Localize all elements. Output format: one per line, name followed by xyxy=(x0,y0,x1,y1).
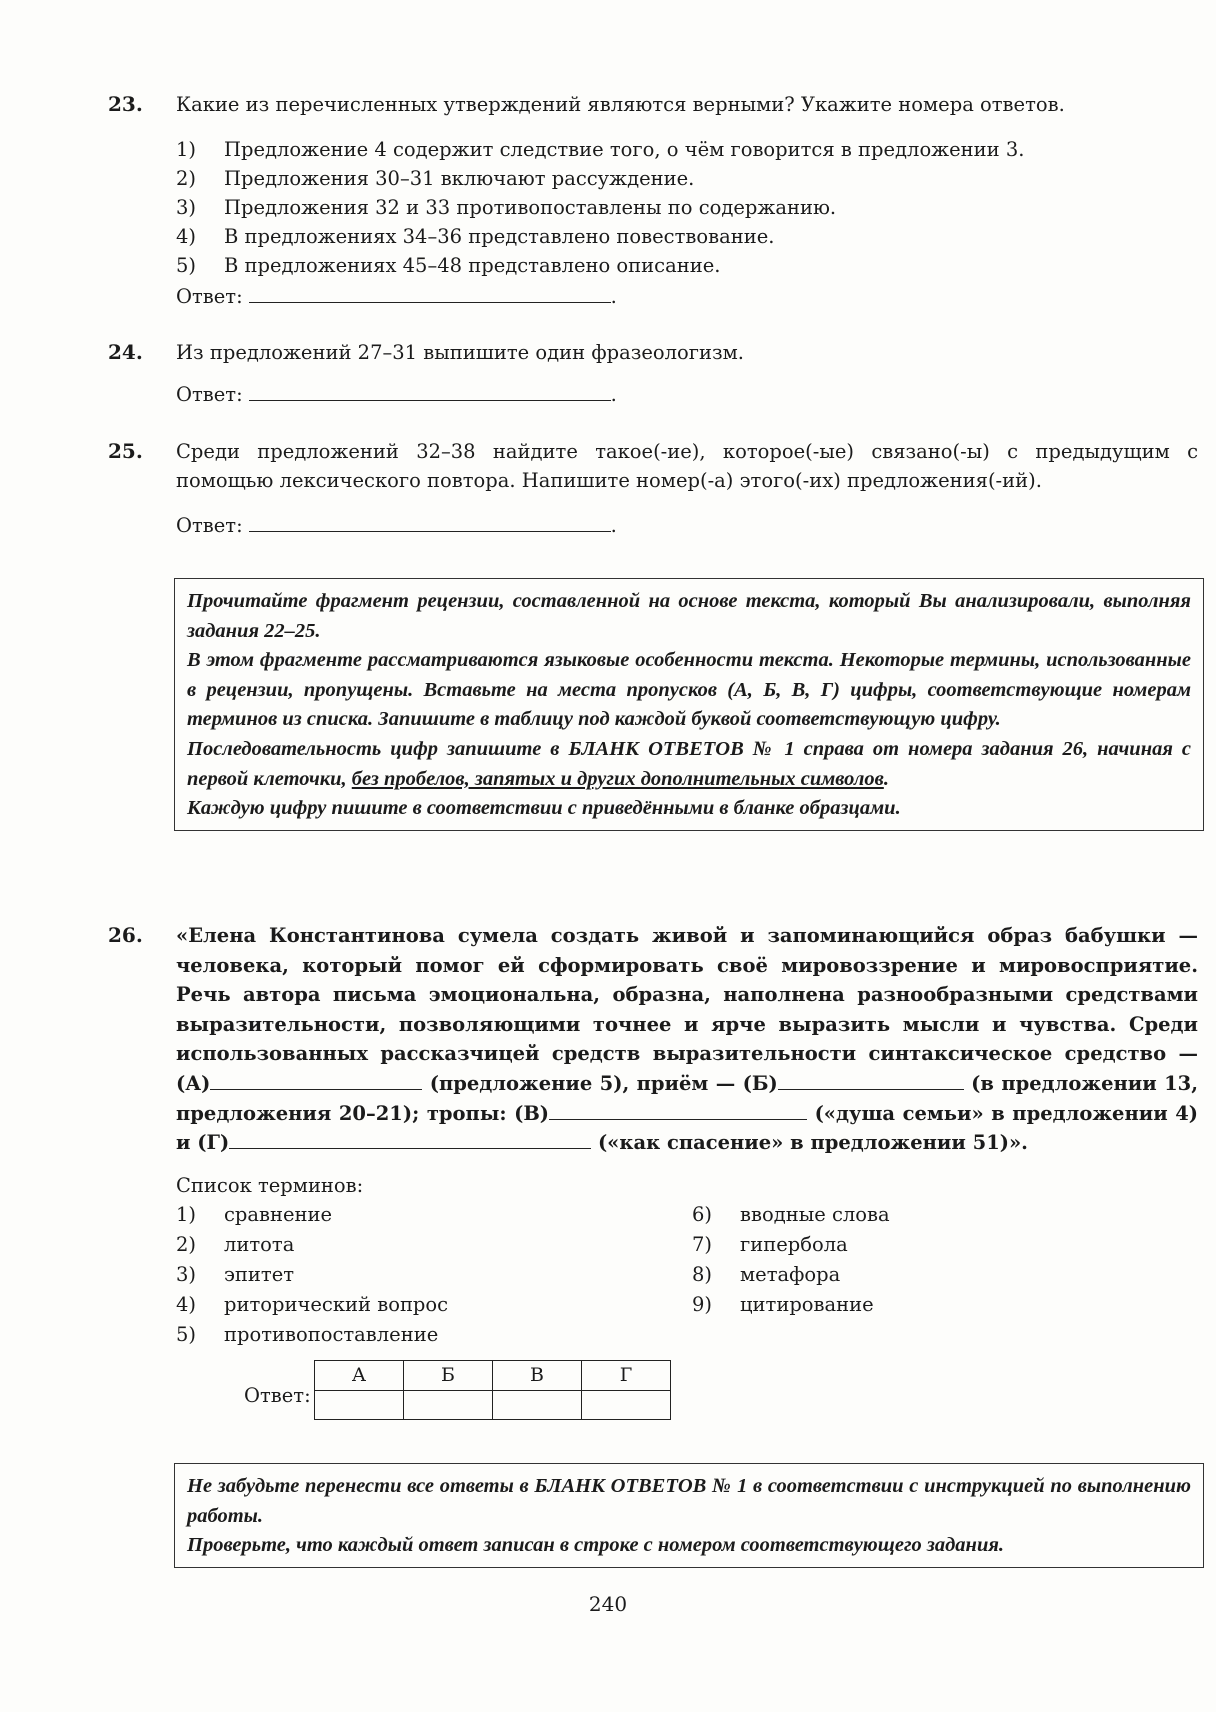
term-item: 1) сравнение xyxy=(176,1203,333,1226)
gap-g[interactable] xyxy=(229,1130,591,1149)
answer-line-24[interactable] xyxy=(249,380,611,401)
terms-title: Список терминов: xyxy=(176,1174,364,1197)
table-header-b: Б xyxy=(404,1361,493,1391)
question-25-text: Среди предложений 32–38 найдите такое(-ие), которое(-ые) связано(-ы) с предыдущим с помощью лексического повтора. Напишите номер(-а) этого(-их) предложения(-ий). xyxy=(176,440,1198,492)
term-item: 4) риторический вопрос xyxy=(176,1293,449,1316)
answer-label: Ответ: xyxy=(176,514,243,537)
question-24-text: Из предложений 27–31 выпишите один фразеологизм. xyxy=(176,341,744,364)
term-item: 3) эпитет xyxy=(176,1263,295,1286)
reminder-box xyxy=(174,1463,1204,1568)
answer-cell-g[interactable] xyxy=(582,1391,671,1420)
question-25-number: 25. xyxy=(108,439,143,463)
table-header-v: В xyxy=(493,1361,582,1391)
gap-a[interactable] xyxy=(210,1071,422,1090)
answer-line-25[interactable] xyxy=(249,511,611,532)
gap-v[interactable] xyxy=(549,1101,807,1120)
term-item: 8) метафора xyxy=(692,1263,841,1286)
answer-label: Ответ: xyxy=(176,285,243,308)
instructions-paragraph: Прочитайте фрагмент рецензии, составленной на основе текста, который Вы анализировали, выполняя задания 22–25. xyxy=(187,590,1191,642)
question-26-number: 26. xyxy=(108,923,143,947)
underlined-instruction: без пробелов, запятых и других дополнительных символов xyxy=(351,767,884,790)
question-23-answer: Ответ: . xyxy=(176,282,617,311)
gap-b[interactable] xyxy=(778,1071,964,1090)
table-header-g: Г xyxy=(582,1361,671,1391)
term-item: 5) противопоставление xyxy=(176,1323,439,1346)
answer-cell-b[interactable] xyxy=(404,1391,493,1420)
answer-label: Ответ: xyxy=(176,383,243,406)
term-item: 9) цитирование xyxy=(692,1293,874,1316)
question-24-answer: Ответ: . xyxy=(176,380,617,409)
question-23-text: Какие из перечисленных утверждений являются верными? Укажите номера ответов. xyxy=(176,93,1065,116)
question-25-answer: Ответ: . xyxy=(176,511,617,540)
terms-list-right xyxy=(692,1200,1132,1320)
answer-line-23[interactable] xyxy=(249,282,611,303)
term-item: 6) вводные слова xyxy=(692,1203,890,1226)
terms-list-left xyxy=(176,1200,616,1350)
option-item: 4) В предложениях 34–36 представлено повествование. xyxy=(176,225,775,248)
question-23-number: 23. xyxy=(108,92,143,116)
question-26-text: «Елена Константинова сумела создать живой и запоминающийся образ бабушки — человека, который помог ей сформировать своё мировоззрение и мировосприятие. Речь автора письма эмоциональна, образна, наполнена разнообразными средствами выразительности, позволяющими точнее и ярче выразить мысли и чувства. Среди использованных рассказчицей средств выразительности синтаксическое средство — (А) (предложение 5), приём — (Б) (в предложении 13, предложения 20–21); тропы: (В) («душа семьи» в предложении 4) и (Г) («как спасение» в предложении 51)». xyxy=(176,924,1199,1155)
instructions-paragraph: В этом фрагменте рассматриваются языковые особенности текста. Некоторые термины, использованные в рецензии, пропущены. Вставьте на места пропусков (А, Б, В, Г) цифры, соответствующие номерам терминов из списка. Запишите в таблицу под каждой буквой соответствующую цифру. xyxy=(187,649,1191,731)
option-item: 5) В предложениях 45–48 представлено описание. xyxy=(176,254,721,277)
term-item: 7) гипербола xyxy=(692,1233,848,1256)
reminder-paragraph: Не забудьте перенести все ответы в БЛАНК ОТВЕТОВ № 1 в соответствии с инструкцией по выполнению работы. xyxy=(187,1475,1191,1527)
instructions-box xyxy=(174,578,1204,831)
reminder-paragraph: Проверьте, что каждый ответ записан в строке с номером соответствующего задания. xyxy=(187,1534,1005,1557)
table-header-a: А xyxy=(315,1361,404,1391)
answer-table xyxy=(314,1360,671,1420)
instructions-paragraph: Каждую цифру пишите в соответствии с приведёнными в бланке образцами. xyxy=(187,797,901,820)
option-item: 2) Предложения 30–31 включают рассуждение. xyxy=(176,167,695,190)
option-item: 3) Предложения 32 и 33 противопоставлены по содержанию. xyxy=(176,196,837,219)
answer-cell-a[interactable] xyxy=(315,1391,404,1420)
page-number: 240 xyxy=(588,1592,628,1616)
answer-label: Ответ: xyxy=(244,1384,311,1407)
option-item: 1) Предложение 4 содержит следствие того, о чём говорится в предложении 3. xyxy=(176,138,1025,161)
term-item: 2) литота xyxy=(176,1233,295,1256)
question-23-options xyxy=(176,135,1176,280)
question-24-number: 24. xyxy=(108,340,143,364)
instructions-paragraph: Последовательность цифр запишите в БЛАНК ОТВЕТОВ № 1 справа от номера задания 26, начиная с первой клеточки, без пробелов, запятых и других дополнительных символов. xyxy=(187,737,1191,790)
answer-cell-v[interactable] xyxy=(493,1391,582,1420)
